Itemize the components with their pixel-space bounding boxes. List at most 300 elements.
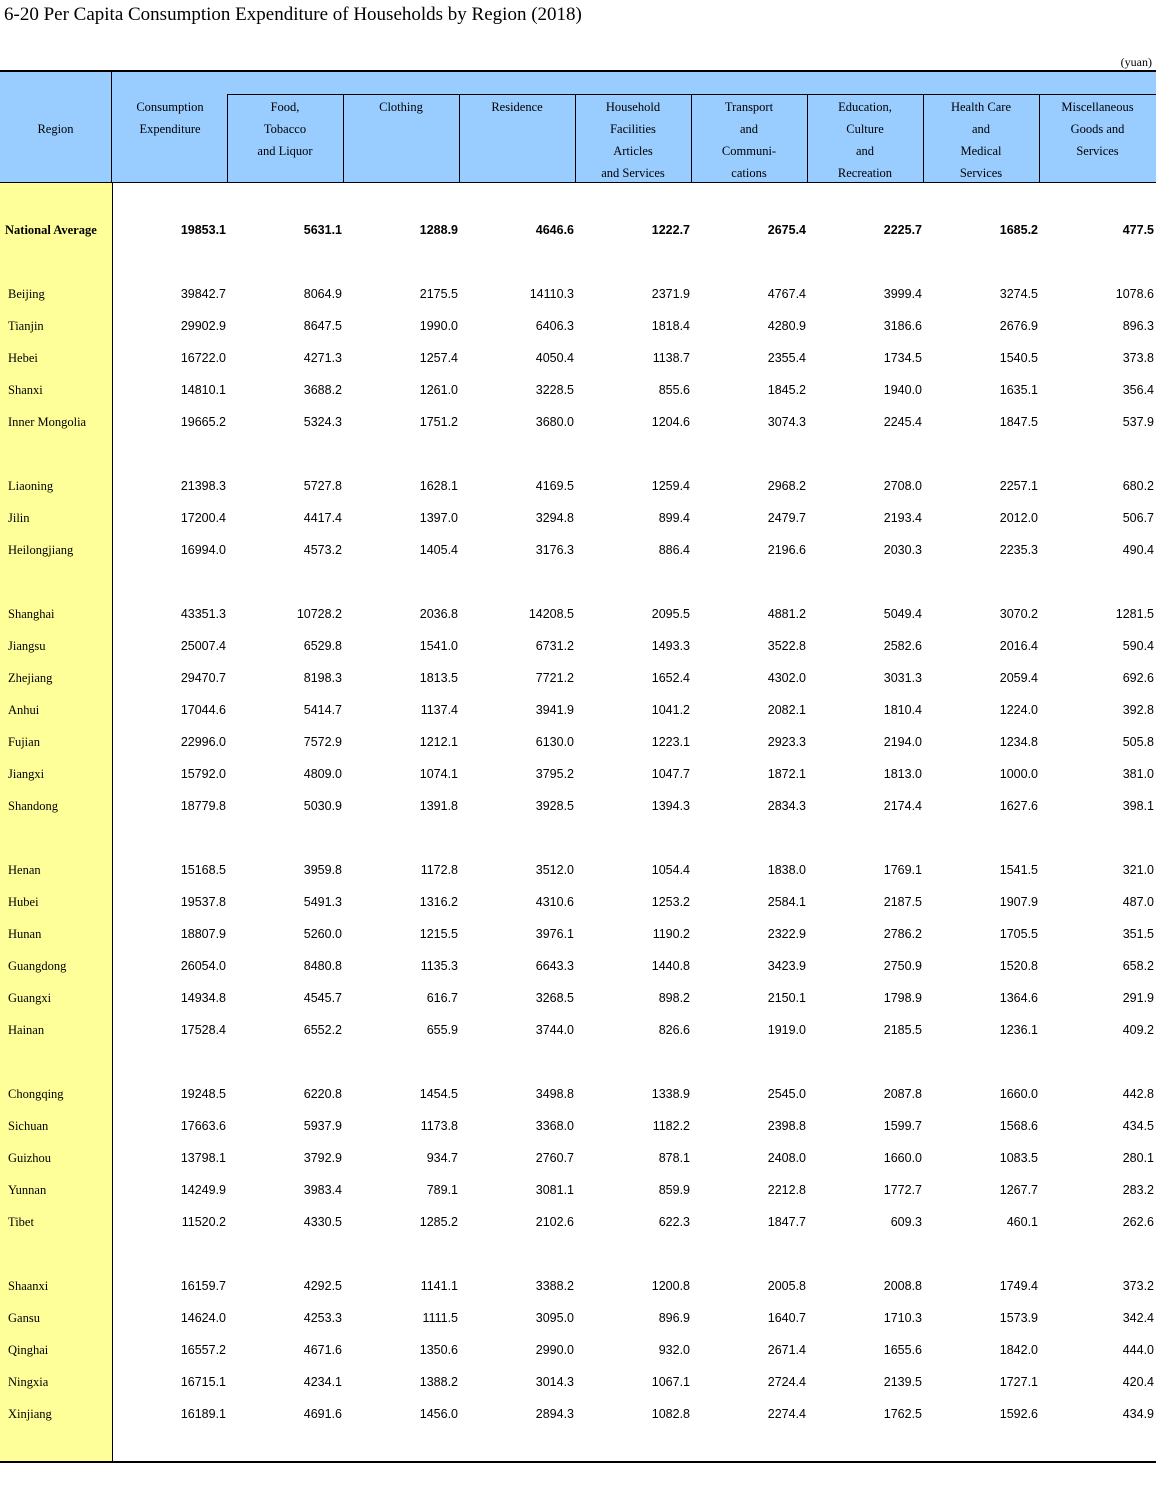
value-cell: 2355.4: [767, 351, 806, 365]
column-header-1: [112, 72, 228, 182]
value-cell: 1394.3: [651, 799, 690, 813]
table-row: [0, 956, 1156, 978]
value-cell: 1813.5: [419, 671, 458, 685]
table-row: [0, 604, 1156, 626]
value-cell: 3268.5: [535, 991, 574, 1005]
value-cell: 1628.1: [419, 479, 458, 493]
value-cell: 3274.5: [999, 287, 1038, 301]
value-cell: 1635.1: [999, 383, 1038, 397]
region-name: Inner Mongolia: [8, 415, 87, 429]
value-cell: 11520.2: [181, 1215, 226, 1229]
value-cell: 14624.0: [180, 1311, 226, 1325]
column-header-line: and: [739, 122, 759, 136]
value-cell: 16715.1: [180, 1375, 226, 1389]
value-cell: 1141.1: [420, 1279, 458, 1293]
value-cell: 1135.3: [420, 959, 458, 973]
value-cell: 487.0: [1122, 895, 1154, 909]
value-cell: 1540.5: [999, 351, 1038, 365]
table-row: [0, 508, 1156, 530]
value-cell: 622.3: [658, 1215, 690, 1229]
value-cell: 2036.8: [419, 607, 458, 621]
value-cell: 5727.8: [303, 479, 342, 493]
value-cell: 1599.7: [883, 1119, 922, 1133]
header-column-divider: [343, 94, 344, 182]
value-cell: 283.2: [1122, 1183, 1154, 1197]
column-header-9: [1039, 72, 1156, 182]
column-header-line: Consumption: [136, 100, 204, 114]
column-header-line: Expenditure: [139, 122, 201, 136]
value-cell: 434.9: [1122, 1407, 1154, 1421]
value-cell: 3186.6: [883, 319, 922, 333]
value-cell: 1727.1: [999, 1375, 1038, 1389]
value-cell: 896.3: [1122, 319, 1154, 333]
region-name: Hainan: [8, 1023, 45, 1037]
value-cell: 3983.4: [303, 1183, 342, 1197]
value-cell: 16159.7: [180, 1279, 226, 1293]
column-header-line: Facilities: [610, 122, 656, 136]
value-cell: 1224.0: [999, 703, 1038, 717]
table-title: 6-20 Per Capita Consumption Expenditure of Households by Region (2018): [4, 4, 582, 25]
value-cell: 3941.9: [535, 703, 574, 717]
region-name: Guizhou: [8, 1151, 52, 1165]
value-cell: 373.2: [1122, 1279, 1154, 1293]
value-cell: 4292.5: [303, 1279, 342, 1293]
value-cell: 1285.2: [419, 1215, 458, 1229]
value-cell: 6552.2: [303, 1023, 342, 1037]
value-cell: 1000.0: [999, 767, 1038, 781]
value-cell: 1541.0: [419, 639, 458, 653]
column-header-7: [807, 72, 923, 182]
value-cell: 826.6: [658, 1023, 690, 1037]
value-cell: 1919.0: [767, 1023, 806, 1037]
table-row: [0, 1276, 1156, 1298]
region-name: Beijing: [8, 287, 45, 301]
value-cell: 899.4: [658, 511, 690, 525]
table-row: [0, 316, 1156, 338]
value-cell: 1842.0: [999, 1343, 1038, 1357]
value-cell: 1990.0: [419, 319, 458, 333]
value-cell: 1137.4: [420, 703, 458, 717]
value-cell: 1454.5: [419, 1087, 458, 1101]
value-cell: 692.6: [1122, 671, 1154, 685]
value-cell: 878.1: [658, 1151, 690, 1165]
header-column-divider: [923, 94, 924, 182]
value-cell: 10728.2: [296, 607, 342, 621]
value-cell: 3031.3: [883, 671, 922, 685]
column-header-line: Health Care: [950, 100, 1012, 114]
column-header-line: Clothing: [379, 100, 423, 114]
region-name: Gansu: [8, 1311, 40, 1325]
region-name: Hebei: [8, 351, 38, 365]
header-column-divider: [807, 94, 808, 182]
table-row: [0, 1180, 1156, 1202]
value-cell: 1190.2: [652, 927, 690, 941]
value-cell: 2786.2: [883, 927, 922, 941]
header-column-divider: [1039, 94, 1040, 182]
value-cell: 1234.8: [999, 735, 1038, 749]
value-cell: 7572.9: [303, 735, 342, 749]
value-cell: 3074.3: [767, 415, 806, 429]
value-cell: 5030.9: [303, 799, 342, 813]
value-cell: 1041.2: [651, 703, 690, 717]
value-cell: 4310.6: [535, 895, 574, 909]
value-cell: 2923.3: [767, 735, 806, 749]
value-cell: 3795.2: [535, 767, 574, 781]
value-cell: 1054.4: [651, 863, 690, 877]
value-cell: 291.9: [1122, 991, 1154, 1005]
value-cell: 1253.2: [651, 895, 690, 909]
value-cell: 2724.4: [767, 1375, 806, 1389]
header-column-divider: [459, 94, 460, 182]
value-cell: 1652.4: [651, 671, 690, 685]
value-cell: 1261.0: [419, 383, 458, 397]
value-cell: 2005.8: [767, 1279, 806, 1293]
value-cell: 1440.8: [651, 959, 690, 973]
value-cell: 420.4: [1122, 1375, 1154, 1389]
value-cell: 3368.0: [535, 1119, 574, 1133]
value-cell: 14810.1: [180, 383, 226, 397]
value-cell: 2030.3: [883, 543, 922, 557]
value-cell: 1223.1: [651, 735, 690, 749]
value-cell: 1705.5: [999, 927, 1038, 941]
value-cell: 1222.7: [651, 223, 690, 237]
value-cell: 2584.1: [767, 895, 806, 909]
value-cell: 2225.7: [883, 223, 922, 237]
value-cell: 2235.3: [999, 543, 1038, 557]
value-cell: 2479.7: [767, 511, 806, 525]
value-cell: 1660.0: [883, 1151, 922, 1165]
value-cell: 4646.6: [535, 223, 574, 237]
value-cell: 16557.2: [180, 1343, 226, 1357]
value-cell: 444.0: [1122, 1343, 1154, 1357]
value-cell: 1627.6: [999, 799, 1038, 813]
value-cell: 2059.4: [999, 671, 1038, 685]
value-cell: 1236.1: [999, 1023, 1038, 1037]
value-cell: 1818.4: [651, 319, 690, 333]
value-cell: 15168.5: [180, 863, 226, 877]
value-cell: 2095.5: [651, 607, 690, 621]
value-cell: 505.8: [1122, 735, 1154, 749]
region-name: Jilin: [8, 511, 30, 525]
column-header-line: Services: [959, 166, 1003, 180]
region-name: Sichuan: [8, 1119, 49, 1133]
value-cell: 373.8: [1122, 351, 1154, 365]
table-row: [0, 636, 1156, 658]
value-cell: 2187.5: [883, 895, 922, 909]
value-cell: 3928.5: [535, 799, 574, 813]
value-cell: 1083.5: [999, 1151, 1038, 1165]
value-cell: 351.5: [1122, 927, 1154, 941]
value-cell: 5049.4: [883, 607, 922, 621]
value-cell: 4302.0: [767, 671, 806, 685]
value-cell: 8480.8: [303, 959, 342, 973]
region-name: Zhejiang: [8, 671, 53, 685]
value-cell: 2371.9: [651, 287, 690, 301]
column-header-line: Household: [605, 100, 661, 114]
value-cell: 4691.6: [303, 1407, 342, 1421]
table-row: [0, 348, 1156, 370]
value-cell: 3014.3: [535, 1375, 574, 1389]
value-cell: 3959.8: [303, 863, 342, 877]
value-cell: 2150.1: [767, 991, 806, 1005]
value-cell: 3976.1: [535, 927, 574, 941]
value-cell: 2175.5: [419, 287, 458, 301]
table-row: [0, 1020, 1156, 1042]
value-cell: 4545.7: [303, 991, 342, 1005]
value-cell: 1734.5: [883, 351, 922, 365]
value-cell: 2322.9: [767, 927, 806, 941]
value-cell: 409.2: [1122, 1023, 1154, 1037]
value-cell: 2139.5: [883, 1375, 922, 1389]
value-cell: 14249.9: [180, 1183, 226, 1197]
region-name: Anhui: [8, 703, 40, 717]
value-cell: 25007.4: [180, 639, 226, 653]
column-header-line: Medical: [960, 144, 1002, 158]
value-cell: 4809.0: [303, 767, 342, 781]
value-cell: 16189.1: [180, 1407, 226, 1421]
column-header-line: Education,: [838, 100, 892, 114]
value-cell: 1493.3: [651, 639, 690, 653]
table-row: [0, 1372, 1156, 1394]
value-cell: 898.2: [658, 991, 690, 1005]
value-cell: 3423.9: [767, 959, 806, 973]
table-row: [0, 668, 1156, 690]
value-cell: 896.9: [658, 1311, 690, 1325]
value-cell: 2102.6: [535, 1215, 574, 1229]
region-name: Shaanxi: [8, 1279, 49, 1293]
value-cell: 3498.8: [535, 1087, 574, 1101]
value-cell: 3070.2: [999, 607, 1038, 621]
value-cell: 434.5: [1122, 1119, 1154, 1133]
value-cell: 1388.2: [419, 1375, 458, 1389]
column-header-line: and: [855, 144, 875, 158]
value-cell: 590.4: [1122, 639, 1154, 653]
region-name: Shandong: [8, 799, 58, 813]
header-column-divider: [575, 94, 576, 182]
value-cell: 1182.2: [652, 1119, 690, 1133]
value-cell: 29902.9: [180, 319, 226, 333]
table-row: [0, 796, 1156, 818]
region-name: Shanghai: [8, 607, 55, 621]
table-row: [0, 732, 1156, 754]
value-cell: 4417.4: [303, 511, 342, 525]
value-cell: 2675.4: [767, 223, 806, 237]
value-cell: 19665.2: [180, 415, 226, 429]
data-table: [0, 70, 1156, 1463]
column-header-6: [691, 72, 807, 182]
value-cell: 1655.6: [883, 1343, 922, 1357]
value-cell: 855.6: [658, 383, 690, 397]
column-header-8: [923, 72, 1039, 182]
value-cell: 3688.2: [303, 383, 342, 397]
value-cell: 6643.3: [535, 959, 574, 973]
region-name: Tianjin: [8, 319, 44, 333]
value-cell: 392.8: [1122, 703, 1154, 717]
value-cell: 2671.4: [767, 1343, 806, 1357]
value-cell: 6220.8: [303, 1087, 342, 1101]
region-name: Shanxi: [8, 383, 43, 397]
header-column-divider: [227, 94, 228, 182]
value-cell: 490.4: [1122, 543, 1154, 557]
region-name: Hubei: [8, 895, 39, 909]
column-header-line: Services: [1076, 144, 1119, 158]
value-cell: 1847.7: [767, 1215, 806, 1229]
value-cell: 4671.6: [303, 1343, 342, 1357]
value-cell: 2016.4: [999, 639, 1038, 653]
value-cell: 2185.5: [883, 1023, 922, 1037]
value-cell: 6529.8: [303, 639, 342, 653]
value-cell: 1391.8: [419, 799, 458, 813]
value-cell: 19537.8: [180, 895, 226, 909]
value-cell: 2193.4: [883, 511, 922, 525]
value-cell: 1204.6: [651, 415, 690, 429]
region-name: Qinghai: [8, 1343, 49, 1357]
value-cell: 477.5: [1122, 223, 1154, 237]
value-cell: 5324.3: [303, 415, 342, 429]
table-header: [0, 72, 1156, 183]
value-cell: 2676.9: [999, 319, 1038, 333]
unit-label: (yuan): [1120, 55, 1152, 69]
region-name: Tibet: [8, 1215, 34, 1229]
column-header-3: [343, 72, 459, 182]
value-cell: 1082.8: [651, 1407, 690, 1421]
value-cell: 1520.8: [999, 959, 1038, 973]
value-cell: 262.6: [1122, 1215, 1154, 1229]
table-row: [0, 412, 1156, 434]
value-cell: 4234.1: [303, 1375, 342, 1389]
value-cell: 442.8: [1122, 1087, 1154, 1101]
value-cell: 1212.1: [419, 735, 458, 749]
value-cell: 321.0: [1122, 863, 1154, 877]
value-cell: 1940.0: [883, 383, 922, 397]
value-cell: 18807.9: [180, 927, 226, 941]
value-cell: 3512.0: [535, 863, 574, 877]
value-cell: 1338.9: [651, 1087, 690, 1101]
value-cell: 789.1: [426, 1183, 458, 1197]
value-cell: 1769.1: [883, 863, 922, 877]
value-cell: 934.7: [426, 1151, 458, 1165]
value-cell: 6731.2: [535, 639, 574, 653]
value-cell: 4573.2: [303, 543, 342, 557]
value-cell: 8647.5: [303, 319, 342, 333]
value-cell: 1798.9: [883, 991, 922, 1005]
region-name: Jiangxi: [8, 767, 45, 781]
value-cell: 22996.0: [180, 735, 226, 749]
value-cell: 609.3: [890, 1215, 922, 1229]
region-name: Xinjiang: [8, 1407, 52, 1421]
column-header-line: and Liquor: [257, 144, 313, 158]
column-header-line: Transport: [724, 100, 774, 114]
column-header-4: [459, 72, 575, 182]
value-cell: 1111.5: [422, 1311, 458, 1325]
region-name: Henan: [8, 863, 41, 877]
value-cell: 3388.2: [535, 1279, 574, 1293]
column-header-line: Culture: [846, 122, 884, 136]
value-cell: 506.7: [1122, 511, 1154, 525]
table-row: [0, 380, 1156, 402]
value-cell: 16722.0: [180, 351, 226, 365]
table-row: [0, 764, 1156, 786]
value-cell: 3522.8: [767, 639, 806, 653]
value-cell: 17663.6: [180, 1119, 226, 1133]
column-header-line: Articles: [613, 144, 653, 158]
column-header-line: cations: [731, 166, 767, 180]
value-cell: 2750.9: [883, 959, 922, 973]
value-cell: 15792.0: [180, 767, 226, 781]
value-cell: 2545.0: [767, 1087, 806, 1101]
table-row: [0, 1116, 1156, 1138]
value-cell: 3999.4: [883, 287, 922, 301]
value-cell: 4330.5: [303, 1215, 342, 1229]
value-cell: 2968.2: [767, 479, 806, 493]
value-cell: 2708.0: [883, 479, 922, 493]
value-cell: 537.9: [1122, 415, 1154, 429]
region-name: National Average: [5, 223, 97, 237]
value-cell: 14110.3: [529, 287, 574, 301]
column-header-line: Tobacco: [263, 122, 307, 136]
table-row: [0, 924, 1156, 946]
value-cell: 2082.1: [767, 703, 806, 717]
value-cell: 2398.8: [767, 1119, 806, 1133]
national-average-row: [0, 220, 1156, 242]
value-cell: 39842.7: [180, 287, 226, 301]
value-cell: 3744.0: [535, 1023, 574, 1037]
column-header-line: Food,: [270, 100, 300, 114]
value-cell: 4881.2: [767, 607, 806, 621]
value-cell: 1397.0: [419, 511, 458, 525]
value-cell: 3081.1: [535, 1183, 574, 1197]
value-cell: 2274.4: [767, 1407, 806, 1421]
table-row: [0, 540, 1156, 562]
value-cell: 2834.3: [767, 799, 806, 813]
value-cell: 2582.6: [883, 639, 922, 653]
value-cell: 356.4: [1122, 383, 1154, 397]
value-cell: 43351.3: [180, 607, 226, 621]
value-cell: 1838.0: [767, 863, 806, 877]
value-cell: 13798.1: [180, 1151, 226, 1165]
value-cell: 4280.9: [767, 319, 806, 333]
column-header-line: Residence: [491, 100, 543, 114]
table-row: [0, 1404, 1156, 1426]
value-cell: 1845.2: [767, 383, 806, 397]
region-name: Guangdong: [8, 959, 67, 973]
value-cell: 3680.0: [535, 415, 574, 429]
value-cell: 2245.4: [883, 415, 922, 429]
value-cell: 655.9: [426, 1023, 458, 1037]
region-name: Guangxi: [8, 991, 52, 1005]
column-header-2: [227, 72, 343, 182]
value-cell: 859.9: [658, 1183, 690, 1197]
value-cell: 381.0: [1122, 767, 1154, 781]
value-cell: 1078.6: [1115, 287, 1154, 301]
value-cell: 1640.7: [767, 1311, 806, 1325]
value-cell: 2990.0: [535, 1343, 574, 1357]
value-cell: 3176.3: [535, 543, 574, 557]
value-cell: 1405.4: [419, 543, 458, 557]
value-cell: 1660.0: [999, 1087, 1038, 1101]
value-cell: 616.7: [426, 991, 458, 1005]
table-row: [0, 700, 1156, 722]
value-cell: 3294.8: [535, 511, 574, 525]
region-name: Heilongjiang: [8, 543, 74, 557]
value-cell: 280.1: [1122, 1151, 1154, 1165]
value-cell: 5414.7: [303, 703, 342, 717]
region-name: Liaoning: [8, 479, 54, 493]
value-cell: 1267.7: [999, 1183, 1038, 1197]
value-cell: 29470.7: [180, 671, 226, 685]
value-cell: 1568.6: [999, 1119, 1038, 1133]
value-cell: 2894.3: [535, 1407, 574, 1421]
